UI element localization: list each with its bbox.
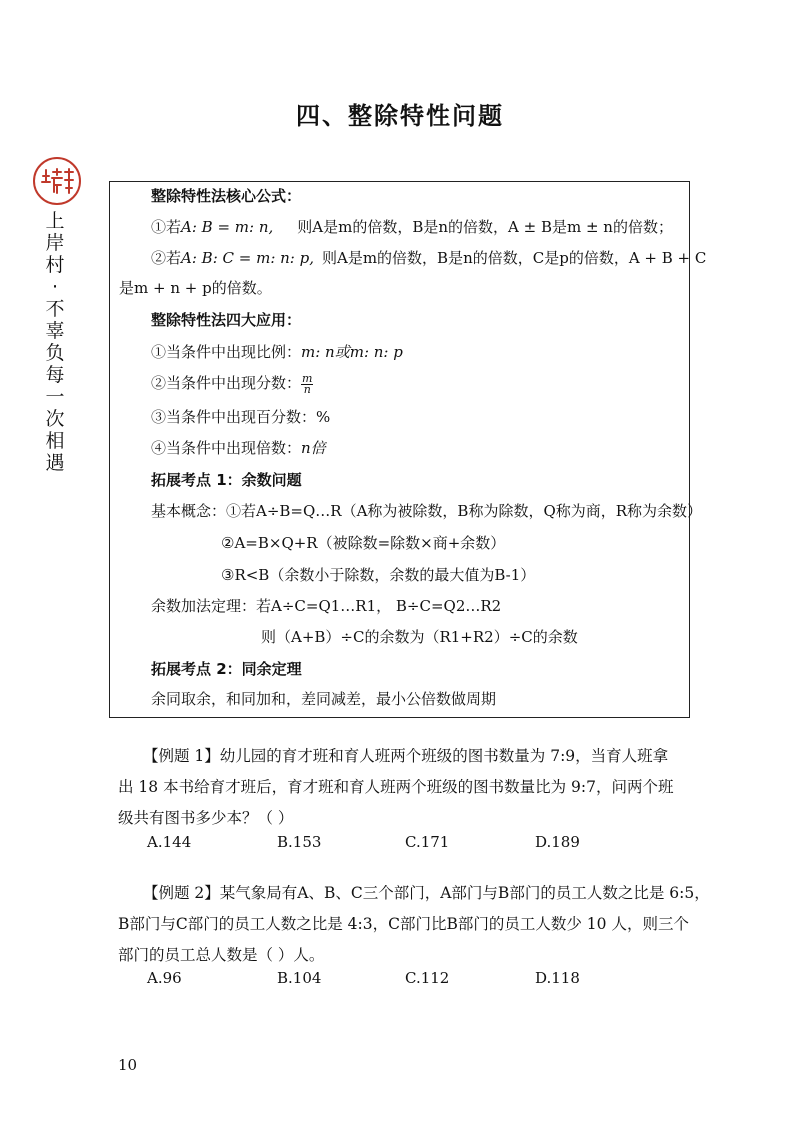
concept-line-3: ③R<B（余数小于除数，余数的最大值为B-1） [221, 566, 536, 584]
applications-heading: 整除特性法四大应用： [151, 311, 302, 329]
slogan-char: 不 [45, 298, 65, 320]
slogan-char: 相 [45, 430, 65, 452]
extension-2-heading: 拓展考点 2：同余定理 [151, 660, 302, 678]
concept-line-1: 基本概念：①若A÷B=Q…R（A称为被除数，B称为除数，Q称为商，R称为余数） [151, 502, 703, 520]
example-1-line: 出 18 本书给育才班后，育才班和育人班两个班级的图书数量比为 9:7，问两个班 [118, 778, 674, 796]
slogan-char: 上 [45, 210, 65, 232]
formula-box [109, 181, 707, 718]
application-2: ②当条件中出现分数： $\frac{m}{n}$ [151, 371, 313, 396]
addition-theorem-2: 则（A+B）÷C的余数为（R1+R2）÷C的余数 [261, 628, 578, 646]
slogan-char: 一 [45, 386, 65, 408]
application-3: ③当条件中出现百分数：% [151, 408, 331, 426]
slogan-char: 次 [45, 408, 65, 430]
congruence-rule: 余同取余，和同加和，差同减差，最小公倍数做周期 [151, 690, 497, 708]
core-formula-heading: 整除特性法核心公式： [151, 187, 302, 205]
example-1-line: 【例题 1】幼儿园的育才班和育人班两个班级的图书数量为 7:9，当育人班拿 [143, 747, 669, 765]
slogan-char: 岸 [45, 232, 65, 254]
slogan-char: 每 [45, 364, 65, 386]
slogan-char: 遇 [45, 452, 65, 474]
fraction: $\frac{m}{n}$ [302, 371, 313, 396]
example-2-line: 部门的员工总人数是（ ）人。 [118, 946, 325, 964]
example-2-option-b: B.104 [277, 969, 322, 987]
slogan-char: 村 [45, 254, 65, 276]
seal-logo [33, 157, 81, 205]
page-number: 10 [118, 1056, 138, 1074]
example-1-option-c: C.171 [405, 833, 450, 851]
example-1-option-a: A.144 [147, 833, 192, 851]
page-title: 四、整除特性问题 [296, 102, 504, 130]
slogan-char: · [51, 276, 59, 298]
example-2-line: B部门与C部门的员工人数之比是 4:3，C部门比B部门的员工人数少 10 人，则三个 [118, 915, 689, 933]
slogan-char: 辜 [45, 320, 65, 342]
slogan-char: 负 [45, 342, 65, 364]
example-2-option-d: D.118 [535, 969, 580, 987]
example-1-option-d: D.189 [535, 833, 580, 851]
example-2-option-c: C.112 [405, 969, 450, 987]
example-2-option-a: A.96 [147, 969, 182, 987]
formula-line-2-cont: 是m + n + p的倍数。 [119, 279, 272, 297]
extension-1-heading: 拓展考点 1：余数问题 [151, 471, 302, 489]
vertical-slogan [45, 210, 65, 474]
addition-theorem-1: 余数加法定理：若A÷C=Q1…R1， B÷C=Q2…R2 [151, 597, 502, 615]
application-1: ①当条件中出现比例：m: n或m: n: p [151, 343, 403, 361]
formula-line-2: ②若A: B: C = m: n: p, 则A是m的倍数，B是n的倍数，C是p的倍数，A + B + C [151, 249, 707, 267]
seal-glyph-icon [39, 166, 75, 196]
example-1-option-b: B.153 [277, 833, 322, 851]
application-4: ④当条件中出现倍数：n倍 [151, 439, 326, 457]
example-2-line: 【例题 2】某气象局有A、B、C三个部门，A部门与B部门的员工人数之比是 6:5， [143, 884, 710, 902]
example-1-line: 级共有图书多少本？（ ） [118, 809, 294, 827]
concept-line-2: ②A=B×Q+R（被除数=除数×商+余数） [221, 534, 506, 552]
formula-line-1: ①若A: B = m: n, 则A是m的倍数，B是n的倍数，A ± B是m ± n的倍数； [151, 218, 673, 236]
